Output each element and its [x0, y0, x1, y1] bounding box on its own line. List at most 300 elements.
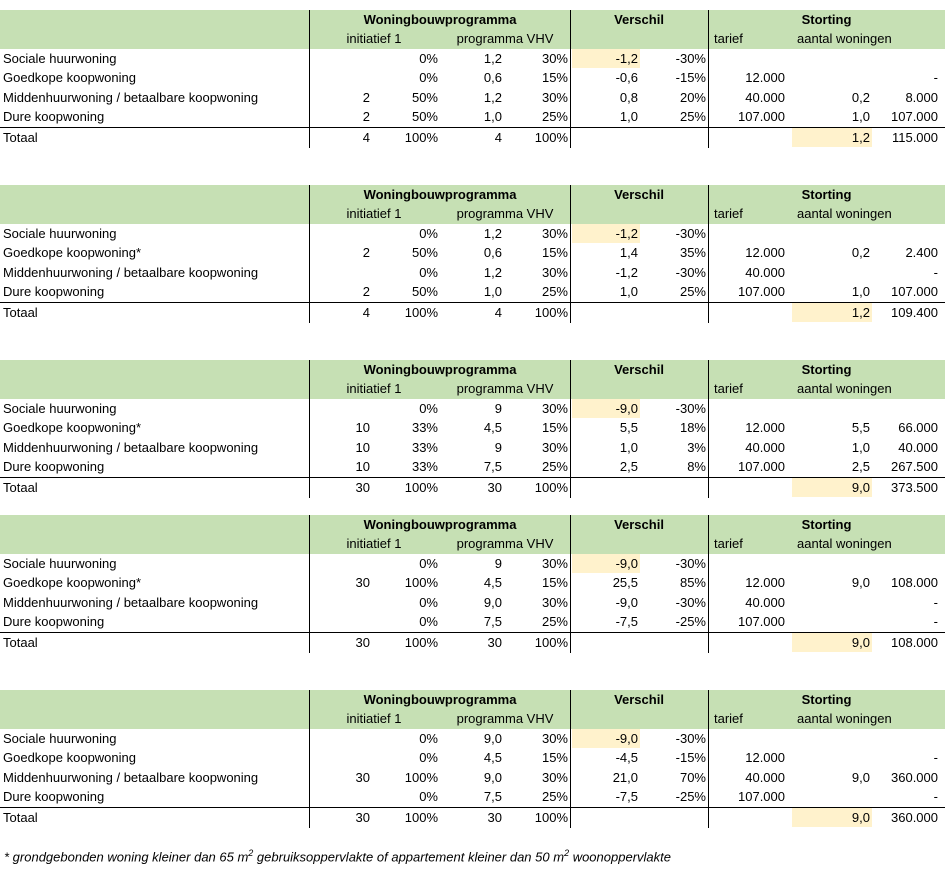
- cell-init-n: 10: [355, 459, 370, 474]
- header-row-2: [0, 709, 945, 728]
- table-row: [0, 457, 945, 476]
- cell-init-pct: 33%: [411, 439, 438, 455]
- header-verschil: Verschil: [614, 187, 664, 202]
- cell-ver-pct: 85%: [679, 575, 706, 591]
- cell-init-pct: 0%: [419, 614, 438, 629]
- cell-init-n: 10: [355, 420, 370, 436]
- cell-label: Goedkope koopwoning*: [3, 420, 142, 436]
- cell-prog-n: 1,2: [483, 50, 502, 66]
- cell-tarief: 40.000: [745, 264, 785, 280]
- cell-ver-pct: -30%: [675, 225, 706, 241]
- program-table: [0, 690, 945, 826]
- cell-label: Sociale huurwoning: [3, 400, 117, 416]
- cell-storting: -: [933, 789, 938, 804]
- cell-init-n: [310, 263, 370, 282]
- cell-init-pct: 50%: [411, 89, 438, 105]
- column-separator: [309, 360, 310, 498]
- total-init-n: 30: [355, 480, 370, 496]
- total-prog-n: 4: [494, 130, 502, 146]
- cell-aantal: [790, 224, 870, 243]
- cell-prog-pct: 25%: [541, 109, 568, 124]
- cell-prog-n: 0,6: [483, 245, 502, 261]
- cell-tarief: [712, 729, 785, 748]
- cell-tarief: [712, 224, 785, 243]
- total-storting: 373.500: [891, 480, 938, 496]
- subheader-tarief: tarief: [714, 206, 743, 222]
- cell-init-n: [310, 612, 370, 631]
- cell-label: Goedkope koopwoning*: [3, 245, 142, 261]
- cell-storting: [872, 49, 938, 68]
- cell-tarief: 12.000: [745, 575, 785, 591]
- cell-ver-pct: -30%: [675, 730, 706, 746]
- cell-init-pct: 0%: [419, 50, 438, 66]
- cell-ver-n: 1,0: [619, 284, 638, 299]
- subheader-initiatief: initiatief 1: [346, 536, 402, 552]
- total-init-pct: 100%: [404, 635, 438, 651]
- cell-prog-pct: 30%: [541, 89, 568, 105]
- header-row-2: [0, 204, 945, 223]
- cell-aantal: [790, 49, 870, 68]
- column-separator: [570, 515, 571, 653]
- cell-init-pct: 100%: [404, 769, 438, 785]
- footnote: [4, 848, 671, 864]
- cell-prog-n: 9,0: [483, 594, 502, 610]
- table-row: [0, 107, 945, 126]
- cell-init-n: [310, 729, 370, 748]
- cell-init-pct: 50%: [411, 284, 438, 299]
- cell-aantal: [790, 399, 870, 418]
- table-row: [0, 729, 945, 748]
- cell-label: Dure koopwoning: [3, 614, 105, 629]
- cell-label: Goedkope koopwoning: [3, 70, 136, 86]
- cell-aantal: 0,2: [851, 89, 870, 105]
- total-storting: 115.000: [891, 130, 938, 146]
- cell-init-n: [310, 49, 370, 68]
- cell-storting: [872, 554, 938, 573]
- cell-label: Middenhuurwoning / betaalbare koopwoning: [3, 769, 259, 785]
- cell-prog-n: 7,5: [483, 789, 502, 804]
- cell-prog-n: 7,5: [483, 459, 502, 474]
- header-row-2: [0, 29, 945, 48]
- cell-init-n: [310, 593, 370, 612]
- cell-aantal: 5,5: [851, 420, 870, 436]
- cell-storting: 8.000: [905, 89, 938, 105]
- cell-prog-n: 0,6: [483, 70, 502, 86]
- total-init-pct: 100%: [404, 130, 438, 146]
- subheader-tarief: tarief: [714, 711, 743, 727]
- cell-init-n: 2: [362, 109, 370, 124]
- total-aantal: 9,0: [851, 635, 870, 651]
- header-storting: Storting: [801, 187, 852, 202]
- cell-storting: -: [933, 750, 938, 766]
- cell-tarief: 107.000: [738, 789, 785, 804]
- cell-storting: [872, 399, 938, 418]
- cell-ver-pct: 35%: [679, 245, 706, 261]
- cell-ver-n: 1,0: [619, 109, 638, 124]
- header-row-1: [0, 515, 945, 534]
- cell-init-pct: 0%: [419, 400, 438, 416]
- cell-aantal: [790, 593, 870, 612]
- cell-init-n: [310, 399, 370, 418]
- cell-tarief: 40.000: [745, 439, 785, 455]
- cell-prog-n: 9,0: [483, 769, 502, 785]
- subheader-programma: programma VHV: [456, 381, 554, 397]
- cell-ver-n: -9,0: [615, 555, 638, 571]
- cell-label: Dure koopwoning: [3, 109, 105, 124]
- table-row: [0, 438, 945, 457]
- cell-ver-pct: 25%: [679, 109, 706, 124]
- total-prog-pct: 100%: [534, 635, 568, 651]
- cell-init-pct: 0%: [419, 264, 438, 280]
- cell-ver-pct: -15%: [675, 750, 706, 766]
- column-separator: [309, 10, 310, 148]
- cell-prog-pct: 25%: [541, 789, 568, 804]
- cell-ver-pct: -30%: [675, 50, 706, 66]
- cell-storting: [872, 729, 938, 748]
- cell-tarief: 40.000: [745, 89, 785, 105]
- footnote-sup-2: 2: [564, 848, 570, 858]
- cell-prog-n: 7,5: [483, 614, 502, 629]
- footnote-text-1: * grondgebonden woning kleiner dan 65 m: [4, 849, 249, 865]
- cell-init-pct: 50%: [411, 109, 438, 124]
- total-storting: 109.400: [891, 305, 938, 321]
- cell-prog-pct: 25%: [541, 459, 568, 474]
- cell-init-pct: 0%: [419, 225, 438, 241]
- table-row: [0, 282, 945, 301]
- header-woningbouwprogramma: Woningbouwprogramma: [363, 692, 517, 707]
- cell-init-n: 30: [355, 575, 370, 591]
- total-label: Totaal: [3, 305, 38, 321]
- cell-aantal: 9,0: [851, 769, 870, 785]
- cell-ver-pct: 20%: [679, 89, 706, 105]
- cell-aantal: [790, 729, 870, 748]
- header-row-1: [0, 690, 945, 709]
- header-verschil: Verschil: [614, 12, 664, 27]
- total-aantal: 9,0: [851, 480, 870, 496]
- cell-ver-n: -7,5: [615, 614, 638, 629]
- total-prog-n: 4: [494, 305, 502, 321]
- header-woningbouwprogramma: Woningbouwprogramma: [363, 362, 517, 377]
- cell-label: Sociale huurwoning: [3, 225, 117, 241]
- cell-storting: 66.000: [898, 420, 938, 436]
- header-row-1: [0, 10, 945, 29]
- total-prog-n: 30: [487, 635, 502, 651]
- cell-prog-pct: 15%: [541, 575, 568, 591]
- subheader-aantal-woningen: aantal woningen: [797, 536, 892, 552]
- cell-prog-n: 9: [494, 439, 502, 455]
- cell-storting: 40.000: [898, 439, 938, 455]
- cell-aantal: [790, 787, 870, 806]
- cell-tarief: 12.000: [745, 750, 785, 766]
- total-aantal: 1,2: [851, 305, 870, 321]
- cell-label: Middenhuurwoning / betaalbare koopwoning: [3, 439, 259, 455]
- cell-ver-pct: -30%: [675, 555, 706, 571]
- cell-prog-n: 9: [494, 555, 502, 571]
- table-row: [0, 554, 945, 573]
- cell-aantal: 9,0: [851, 575, 870, 591]
- total-row: [0, 128, 945, 147]
- cell-ver-n: -9,0: [615, 400, 638, 416]
- subheader-programma: programma VHV: [456, 711, 554, 727]
- table-row: [0, 68, 945, 87]
- cell-ver-n: -9,0: [615, 730, 638, 746]
- total-row: [0, 633, 945, 652]
- cell-ver-n: -1,2: [615, 264, 638, 280]
- cell-label: Sociale huurwoning: [3, 730, 117, 746]
- cell-ver-n: 0,8: [619, 89, 638, 105]
- cell-init-n: 2: [362, 89, 370, 105]
- cell-label: Goedkope koopwoning: [3, 750, 136, 766]
- cell-label: Dure koopwoning: [3, 284, 105, 299]
- cell-init-n: 10: [355, 439, 370, 455]
- table-row: [0, 787, 945, 806]
- cell-prog-pct: 15%: [541, 245, 568, 261]
- total-prog-pct: 100%: [534, 480, 568, 496]
- column-separator: [708, 10, 709, 148]
- cell-label: Middenhuurwoning / betaalbare koopwoning: [3, 264, 259, 280]
- cell-tarief: 107.000: [738, 614, 785, 629]
- cell-aantal: 1,0: [851, 109, 870, 124]
- total-row: [0, 303, 945, 322]
- total-prog-pct: 100%: [534, 810, 568, 826]
- column-separator: [708, 185, 709, 323]
- cell-ver-pct: 18%: [679, 420, 706, 436]
- header-row-1: [0, 185, 945, 204]
- cell-ver-n: -1,2: [615, 50, 638, 66]
- cell-ver-n: 21,0: [612, 769, 638, 785]
- header-verschil: Verschil: [614, 692, 664, 707]
- cell-tarief: 12.000: [745, 245, 785, 261]
- cell-storting: 107.000: [891, 109, 938, 124]
- total-label: Totaal: [3, 810, 38, 826]
- total-init-pct: 100%: [404, 480, 438, 496]
- table-row: [0, 88, 945, 107]
- total-aantal: 1,2: [851, 130, 870, 146]
- cell-label: Dure koopwoning: [3, 459, 105, 474]
- cell-aantal: [790, 68, 870, 87]
- footnote-text-3: woonoppervlakte: [569, 849, 671, 865]
- subheader-aantal-woningen: aantal woningen: [797, 31, 892, 47]
- program-table: [0, 360, 945, 496]
- cell-ver-pct: -30%: [675, 594, 706, 610]
- cell-init-pct: 33%: [411, 459, 438, 474]
- cell-prog-pct: 15%: [541, 420, 568, 436]
- cell-tarief: [712, 49, 785, 68]
- table-row: [0, 593, 945, 612]
- cell-prog-pct: 15%: [541, 70, 568, 86]
- header-woningbouwprogramma: Woningbouwprogramma: [363, 517, 517, 532]
- cell-aantal: [790, 554, 870, 573]
- cell-prog-n: 9,0: [483, 730, 502, 746]
- cell-init-pct: 0%: [419, 555, 438, 571]
- header-storting: Storting: [801, 362, 852, 377]
- total-row: [0, 478, 945, 497]
- cell-aantal: [790, 263, 870, 282]
- cell-ver-n: -4,5: [615, 750, 638, 766]
- subheader-programma: programma VHV: [456, 31, 554, 47]
- header-storting: Storting: [801, 12, 852, 27]
- cell-label: Sociale huurwoning: [3, 50, 117, 66]
- table-row: [0, 768, 945, 787]
- cell-storting: -: [933, 70, 938, 86]
- cell-label: Middenhuurwoning / betaalbare koopwoning: [3, 594, 259, 610]
- cell-prog-pct: 30%: [541, 225, 568, 241]
- header-row-1: [0, 360, 945, 379]
- table-row: [0, 49, 945, 68]
- cell-aantal: 1,0: [851, 439, 870, 455]
- cell-ver-pct: -25%: [675, 789, 706, 804]
- total-label: Totaal: [3, 480, 38, 496]
- subheader-programma: programma VHV: [456, 536, 554, 552]
- cell-storting: 108.000: [891, 575, 938, 591]
- table-row: [0, 224, 945, 243]
- subheader-programma: programma VHV: [456, 206, 554, 222]
- cell-init-n: [310, 68, 370, 87]
- total-aantal: 9,0: [851, 810, 870, 826]
- cell-tarief: 12.000: [745, 420, 785, 436]
- header-verschil: Verschil: [614, 362, 664, 377]
- cell-ver-n: 5,5: [619, 420, 638, 436]
- cell-ver-pct: -30%: [675, 264, 706, 280]
- subheader-initiatief: initiatief 1: [346, 206, 402, 222]
- header-woningbouwprogramma: Woningbouwprogramma: [363, 187, 517, 202]
- cell-init-n: [310, 748, 370, 767]
- total-storting: 360.000: [891, 810, 938, 826]
- column-separator: [570, 360, 571, 498]
- cell-storting: [872, 224, 938, 243]
- cell-prog-n: 1,0: [483, 109, 502, 124]
- header-verschil: Verschil: [614, 517, 664, 532]
- total-init-pct: 100%: [404, 305, 438, 321]
- total-row: [0, 808, 945, 827]
- cell-init-pct: 0%: [419, 750, 438, 766]
- cell-prog-n: 4,5: [483, 575, 502, 591]
- cell-prog-pct: 30%: [541, 769, 568, 785]
- column-separator: [570, 10, 571, 148]
- table-row: [0, 612, 945, 631]
- cell-prog-pct: 25%: [541, 614, 568, 629]
- column-separator: [309, 185, 310, 323]
- cell-prog-pct: 30%: [541, 555, 568, 571]
- cell-aantal: 0,2: [851, 245, 870, 261]
- table-row: [0, 748, 945, 767]
- total-storting: 108.000: [891, 635, 938, 651]
- column-separator: [309, 690, 310, 828]
- header-row-2: [0, 379, 945, 398]
- cell-tarief: 107.000: [738, 109, 785, 124]
- cell-aantal: 2,5: [851, 459, 870, 474]
- cell-prog-pct: 30%: [541, 439, 568, 455]
- header-storting: Storting: [801, 517, 852, 532]
- cell-ver-n: 1,0: [619, 439, 638, 455]
- cell-prog-n: 4,5: [483, 420, 502, 436]
- cell-prog-pct: 25%: [541, 284, 568, 299]
- cell-storting: 267.500: [891, 459, 938, 474]
- total-label: Totaal: [3, 130, 38, 146]
- program-table: [0, 10, 945, 146]
- total-init-n: 4: [362, 305, 370, 321]
- cell-ver-n: -1,2: [615, 225, 638, 241]
- cell-ver-n: -7,5: [615, 789, 638, 804]
- cell-prog-n: 1,2: [483, 225, 502, 241]
- cell-storting: 107.000: [891, 284, 938, 299]
- program-table: [0, 185, 945, 321]
- cell-ver-pct: -15%: [675, 70, 706, 86]
- cell-init-pct: 50%: [411, 245, 438, 261]
- column-separator: [708, 360, 709, 498]
- column-separator: [708, 690, 709, 828]
- subheader-aantal-woningen: aantal woningen: [797, 381, 892, 397]
- cell-ver-pct: 3%: [687, 439, 706, 455]
- cell-init-n: [310, 787, 370, 806]
- table-row: [0, 243, 945, 262]
- header-storting: Storting: [801, 692, 852, 707]
- cell-ver-pct: 25%: [679, 284, 706, 299]
- column-separator: [570, 690, 571, 828]
- cell-init-n: 2: [362, 245, 370, 261]
- cell-init-pct: 100%: [404, 575, 438, 591]
- cell-tarief: 40.000: [745, 594, 785, 610]
- cell-prog-pct: 30%: [541, 400, 568, 416]
- cell-ver-pct: 70%: [679, 769, 706, 785]
- cell-label: Middenhuurwoning / betaalbare koopwoning: [3, 89, 259, 105]
- cell-ver-n: 2,5: [619, 459, 638, 474]
- cell-tarief: [712, 399, 785, 418]
- total-prog-n: 30: [487, 480, 502, 496]
- cell-tarief: 107.000: [738, 459, 785, 474]
- cell-prog-pct: 30%: [541, 50, 568, 66]
- cell-storting: -: [933, 614, 938, 629]
- cell-prog-n: 1,2: [483, 89, 502, 105]
- table-row: [0, 263, 945, 282]
- cell-label: Dure koopwoning: [3, 789, 105, 804]
- subheader-aantal-woningen: aantal woningen: [797, 711, 892, 727]
- cell-ver-pct: 8%: [687, 459, 706, 474]
- cell-aantal: [790, 748, 870, 767]
- total-init-n: 30: [355, 810, 370, 826]
- cell-prog-pct: 30%: [541, 730, 568, 746]
- program-table: [0, 515, 945, 651]
- cell-storting: 360.000: [891, 769, 938, 785]
- subheader-aantal-woningen: aantal woningen: [797, 206, 892, 222]
- cell-aantal: [790, 612, 870, 631]
- cell-init-pct: 0%: [419, 70, 438, 86]
- footnote-sup-1: 2: [248, 848, 254, 858]
- table-row: [0, 573, 945, 592]
- cell-prog-pct: 15%: [541, 750, 568, 766]
- total-init-n: 4: [362, 130, 370, 146]
- cell-storting: -: [933, 594, 938, 610]
- table-row: [0, 418, 945, 437]
- cell-label: Sociale huurwoning: [3, 555, 117, 571]
- footnote-text-2: gebruiksoppervlakte of appartement kleiner dan 50 m: [253, 849, 565, 865]
- cell-init-n: 2: [362, 284, 370, 299]
- cell-prog-n: 1,0: [483, 284, 502, 299]
- cell-init-pct: 0%: [419, 789, 438, 804]
- total-prog-pct: 100%: [534, 305, 568, 321]
- subheader-tarief: tarief: [714, 381, 743, 397]
- cell-ver-pct: -30%: [675, 400, 706, 416]
- table-row: [0, 399, 945, 418]
- column-separator: [708, 515, 709, 653]
- cell-init-n: [310, 554, 370, 573]
- cell-init-n: [310, 224, 370, 243]
- header-woningbouwprogramma: Woningbouwprogramma: [363, 12, 517, 27]
- cell-ver-n: 1,4: [619, 245, 638, 261]
- cell-storting: -: [933, 264, 938, 280]
- subheader-tarief: tarief: [714, 536, 743, 552]
- cell-prog-n: 4,5: [483, 750, 502, 766]
